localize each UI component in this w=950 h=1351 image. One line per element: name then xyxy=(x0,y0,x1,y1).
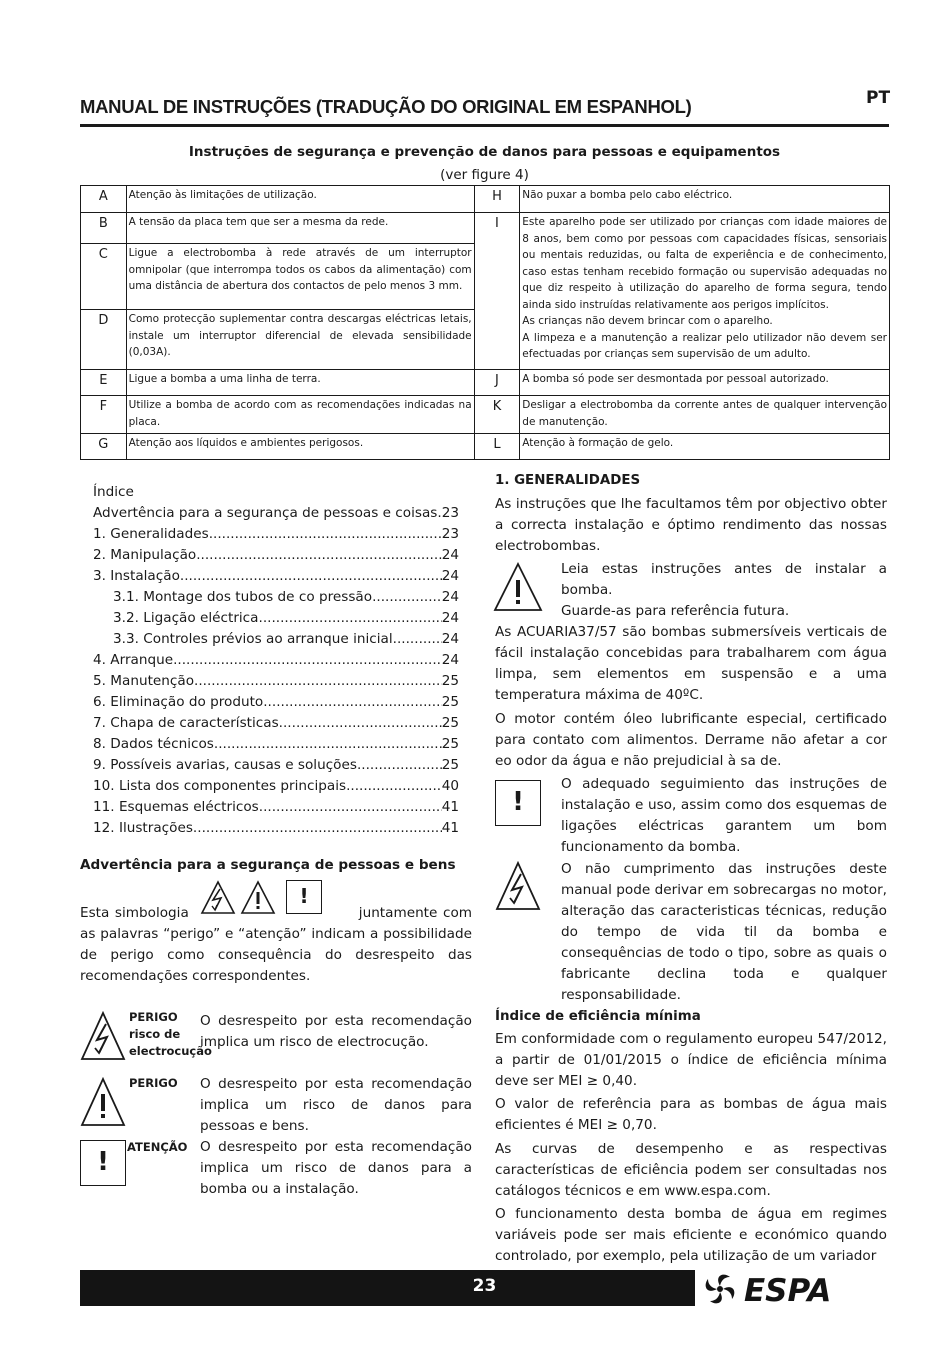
toc-item[interactable] xyxy=(93,818,459,839)
toc-label: 10. Lista dos componentes principais xyxy=(93,778,347,794)
toc-label: 4. Arranque xyxy=(93,652,174,668)
toc-page: 40 xyxy=(441,778,459,794)
paragraph: O valor de referência para as bombas de água mais eficientes é MEI ≥ 0,70. xyxy=(495,1096,887,1133)
safety-text: As crianças não devem brincar com o aparelho. xyxy=(522,315,773,327)
toc-label: 3.2. Ligação eléctrica xyxy=(113,610,259,626)
toc-page: 25 xyxy=(441,757,459,773)
safety-key: E xyxy=(81,370,127,396)
toc-label: 11. Esquemas eléctricos xyxy=(93,799,259,815)
safety-text: Atenção às limitações de utilização. xyxy=(126,186,474,213)
toc-page: 24 xyxy=(441,568,459,584)
toc-page: 24 xyxy=(441,547,459,563)
toc-page: 41 xyxy=(441,820,459,836)
paragraph: O motor contém óleo lubrificante especial, certificado para contato com alimentos. Derrame não afetar a cor eo odor da água e não prejudicial à sa de. xyxy=(495,711,887,769)
safety-heading: Instruções de segurança e prevenção de danos para pessoas e equipamentos xyxy=(188,144,781,160)
toc-page: 24 xyxy=(441,610,459,626)
safety-text: Como protecção suplementar contra descargas eléctricas letais, instale um interruptor diferencial de elevada sensibilidade (0,03A). xyxy=(126,310,474,370)
toc-page: 41 xyxy=(441,799,459,815)
electric-hazard-triangle-icon xyxy=(80,1011,126,1061)
warning-label: PERIGO xyxy=(129,1010,178,1024)
safety-key: G xyxy=(81,434,127,460)
language-code: PT xyxy=(866,88,891,108)
toc-page: 24 xyxy=(441,589,459,605)
warning-label: electrocução xyxy=(129,1044,212,1058)
safety-text: Ligue a electrobomba à rede através de um interruptor omnipolar (que interrompa todos os cabos da alimentação) com uma distância de abertura dos contactos de pelo menos 3 mm. xyxy=(126,244,474,310)
paragraph: As ACUARIA37/57 são bombas submersíveis verticais de fácil instalação concebidas para trabalharem com água limpa, sem elementos em suspensão e a uma temperatura máxima de 40ºC. xyxy=(495,624,887,703)
safety-text: Atenção aos líquidos e ambientes perigosos. xyxy=(126,434,474,460)
toc-label: 12. Ilustrações xyxy=(93,820,193,836)
toc-page: 25 xyxy=(441,673,459,689)
toc-item[interactable] xyxy=(93,524,459,545)
warning-label: risco de xyxy=(129,1027,181,1041)
safety-key: F xyxy=(81,396,127,434)
warning-label: PERIGO xyxy=(129,1076,178,1090)
electric-hazard-triangle-icon xyxy=(495,861,541,911)
toc-title: Índice xyxy=(93,484,134,500)
toc-item[interactable] xyxy=(93,566,459,587)
toc-label: 7. Chapa de características xyxy=(93,715,279,731)
title-divider xyxy=(80,124,889,127)
toc-page: 24 xyxy=(441,652,459,668)
table-of-contents xyxy=(93,482,459,839)
safety-text: Utilize a bomba de acordo com as recomendações indicadas na placa. xyxy=(126,396,474,434)
safety-text-block xyxy=(520,213,890,370)
toc-label: 3. Instalação xyxy=(93,568,180,584)
warning-label: ATENÇÃO xyxy=(127,1140,188,1154)
safety-key: D xyxy=(81,310,127,370)
warnings-intro xyxy=(80,903,472,987)
toc-label: Advertência para a segurança de pessoas e coisas xyxy=(93,505,438,521)
attention-square-icon: ! xyxy=(495,780,541,826)
paragraph: As instruções que lhe facultamos têm por objectivo obter a correcta instalação e óptimo rendimento das nossas electrobombas. xyxy=(495,496,887,554)
safety-text: Ligue a bomba a uma linha de terra. xyxy=(126,370,474,396)
toc-item[interactable] xyxy=(93,797,459,818)
toc-page: 23 xyxy=(441,505,459,521)
safety-text: Atenção à formação de gelo. xyxy=(520,434,890,460)
toc-label: 2. Manipulação xyxy=(93,547,197,563)
page-number: 23 xyxy=(472,1276,497,1296)
safety-text: A limpeza e a manutenção a realizar pelo utilizador não devem ser efectuadas por crianças sem supervisão de um adulto. xyxy=(522,331,887,360)
safety-key: H xyxy=(474,186,520,213)
electric-hazard-triangle-icon xyxy=(200,880,236,916)
toc-label: 3.3. Controles prévios ao arranque inicial xyxy=(113,631,393,647)
safety-text: Desligar a electrobomba da corrente antes de qualquer intervenção de manutenção. xyxy=(520,396,890,434)
safety-table xyxy=(80,185,890,460)
toc-page: 23 xyxy=(441,526,459,542)
attention-square-icon: ! xyxy=(286,880,322,914)
warnings-intro-rest: juntamente com as palavras “perigo” e “atenção” indicam a possibilidade de perigo como consequência do desrespeito das recomendações correspondentes. xyxy=(80,905,472,984)
safety-key: L xyxy=(474,434,520,460)
danger-triangle-icon xyxy=(80,1077,126,1127)
warnings-intro-start: Esta simbologia xyxy=(80,905,189,921)
warnings-heading: Advertência para a segurança de pessoas e bens xyxy=(80,857,456,873)
note: O adequado seguimiento das instruções de instalação e uso, assim como dos esquemas de ligações eléctricas garantem um bom funcionamento da bomba. xyxy=(561,776,887,855)
safety-key: K xyxy=(474,396,520,434)
safety-key: I xyxy=(474,213,520,370)
safety-text: A tensão da placa tem que ser a mesma da rede. xyxy=(126,213,474,244)
warning-text: O desrespeito por esta recomendação implica um risco de danos para pessoas e bens. xyxy=(200,1076,472,1134)
toc-label: 8. Dados técnicos xyxy=(93,736,214,752)
safety-text: Não puxar a bomba pelo cabo eléctrico. xyxy=(520,186,890,213)
toc-item[interactable] xyxy=(93,587,459,608)
section-heading: 1. GENERALIDADES xyxy=(495,473,641,488)
safety-text: A bomba só pode ser desmontada por pessoal autorizado. xyxy=(520,370,890,396)
espa-logo xyxy=(700,1270,889,1306)
toc-item[interactable] xyxy=(93,734,459,755)
safety-key: B xyxy=(81,213,127,244)
toc-label: 6. Eliminação do produto xyxy=(93,694,264,710)
toc-page: 24 xyxy=(441,631,459,647)
toc-item[interactable] xyxy=(93,503,459,524)
toc-item[interactable] xyxy=(93,650,459,671)
toc-label: 9. Possíveis avarias, causas e soluções xyxy=(93,757,357,773)
paragraph: As curvas de desempenho e as respectivas características de eficiência podem ser consultadas nos catálogos técnicos e em www.espa.com. xyxy=(495,1141,887,1199)
paragraph: O funcionamento desta bomba de água em regimes variáveis pode ser mais eficiente e económico quando controlado, por exemplo, pela utilização de um variador xyxy=(495,1206,887,1264)
danger-triangle-icon xyxy=(240,880,276,916)
paragraph: Em conformidade com o regulamento europeu 547/2012, a partir de 01/01/2015 o índice de eficiência mínima deve ser MEI ≥ 0,40. xyxy=(495,1031,887,1089)
toc-label: 5. Manutenção xyxy=(93,673,195,689)
warning-text: O desrespeito por esta recomendação implica um risco de danos para a bomba ou a instalação. xyxy=(200,1139,472,1197)
toc-item[interactable] xyxy=(93,713,459,734)
toc-label: 1. Generalidades xyxy=(93,526,209,542)
toc-item[interactable] xyxy=(93,608,459,629)
toc-item[interactable] xyxy=(93,629,459,650)
toc-item[interactable] xyxy=(93,545,459,566)
toc-page: 25 xyxy=(441,736,459,752)
danger-triangle-icon xyxy=(493,562,543,612)
attention-square-icon: ! xyxy=(80,1140,126,1186)
page-title: MANUAL DE INSTRUÇÕES (TRADUÇÃO DO ORIGINAL EM ESPANHOL) xyxy=(80,96,692,117)
toc-label: 3.1. Montage dos tubos de co pressão xyxy=(113,589,373,605)
safety-subheading: (ver figure 4) xyxy=(440,167,529,183)
toc-item[interactable] xyxy=(93,776,459,797)
note: O não cumprimento das instruções deste manual pode derivar em sobrecargas no motor, alteração das caracteristicas técnicas, redução do tempo de vida til da bomba e consequências de todo o tipo, sobre as quais o fabricante declina toda e qualquer responsabilidade. xyxy=(561,861,887,1003)
safety-text: Este aparelho pode ser utilizado por crianças com idade maiores de 8 anos, bem como por pessoas com capacidades físicas, sensoriais ou mentais reduzidas, ou falta de experiência e de conhecimento, caso estas tenham recebido formação ou supervisão adequadas no que diz respeito à utilização do aparelho de forma segura, tendo ainda sido instruídas relativamente aos perigos implícitos. xyxy=(522,216,887,311)
warning-text: O desrespeito por esta recomendação implica um risco de electrocução. xyxy=(200,1013,472,1050)
toc-page: 25 xyxy=(441,715,459,731)
safety-key: J xyxy=(474,370,520,396)
note: Leia estas instruções antes de instalar a bomba. Guarde-as para referência futura. xyxy=(561,561,887,619)
safety-key: A xyxy=(81,186,127,213)
toc-item[interactable] xyxy=(93,692,459,713)
logo-text: ESPA xyxy=(744,1273,832,1306)
section-subheading: Índice de eficiência mínima xyxy=(495,1009,701,1024)
toc-item[interactable] xyxy=(93,755,459,776)
toc-page: 25 xyxy=(441,694,459,710)
toc-item[interactable] xyxy=(93,671,459,692)
safety-key: C xyxy=(81,244,127,310)
